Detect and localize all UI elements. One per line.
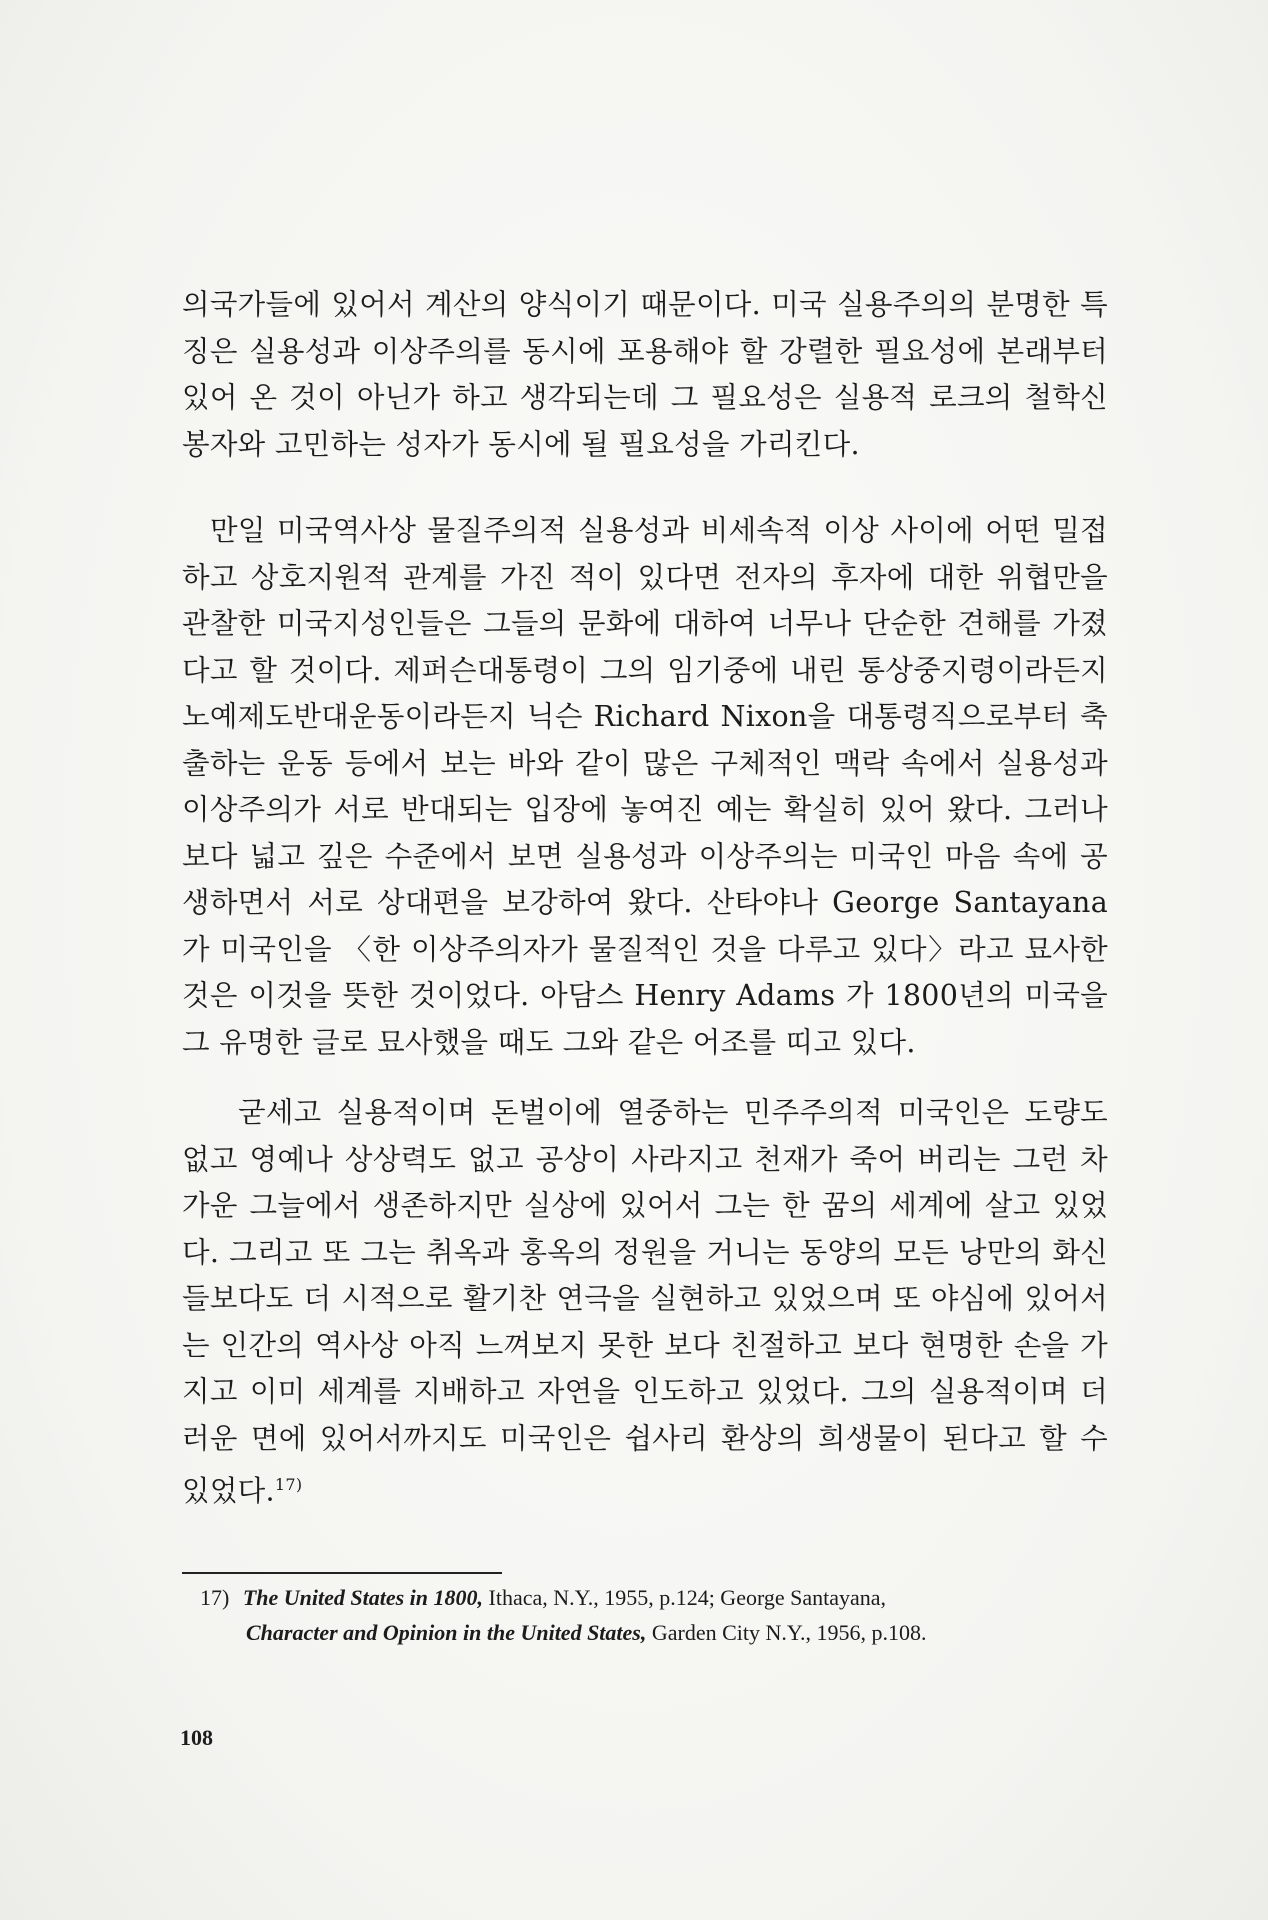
block-quote (182, 1090, 1108, 1515)
quote-text: 굳세고 실용적이며 돈벌이에 열중하는 민주주의적 미국인은 도량도 없고 영예나 상상력도 없고 공상이 사라지고 천재가 죽어 버리는 그런 차가운 그늘에서 생존하지만 실상에 있어서 그는 한 꿈의 세계에 살고 있었다. 그리고 또 그는 취옥과 홍옥의 정원을 거니는 동양의 모든 낭만의 화신들보다도 더 시적으로 활기찬 연극을 실현하고 있었으며 또 야심에 있어서는 인간의 역사상 아직 느껴보지 못한 보다 친절하고 보다 현명한 손을 가지고 이미 세계를 지배하고 자연을 인도하고 있었다. 그의 실용적이며 더러운 면에 있어서까지도 미국인은 쉽사리 환상의 희생물이 된다고 할 수 있었다. (182, 1096, 1108, 1508)
footnote (182, 1580, 1112, 1650)
footnote-publication-1: Ithaca, N.Y., 1955, p.124; George Santayana, (488, 1585, 887, 1610)
footnote-publication-2: Garden City N.Y., 1956, p.108. (651, 1620, 927, 1645)
footnote-reference: 17) (274, 1475, 303, 1494)
paragraph-continuation: 의국가들에 있어서 계산의 양식이기 때문이다. 미국 실용주의의 분명한 특징은 실용성과 이상주의를 동시에 포용해야 할 강렬한 필요성에 본래부터 있어 온 것이 아닌가 하고 생각되는데 그 필요성은 실용적 로크의 철학신봉자와 고민하는 성자가 동시에 될 필요성을 가리킨다. (182, 288, 1108, 461)
quote-paragraph (182, 1090, 1108, 1515)
footnote-title-2: Character and Opinion in the United States, (246, 1620, 647, 1645)
body-text-continued (182, 282, 1108, 468)
paragraph-pragmatism-idealism: 만일 미국역사상 물질주의적 실용성과 비세속적 이상 사이에 어떤 밀접하고 상호지원적 관계를 가진 적이 있다면 전자의 후자에 대한 위협만을 관찰한 미국지성인들은 그들의 문화에 대하여 너무나 단순한 견해를 가졌다고 할 것이다. 제퍼슨대통령이 그의 임기중에 내린 통상중지령이라든지 노예제도반대운동이라든지 닉슨 Richard Nixon을 대통령직으로부터 축출하는 운동 등에서 보는 바와 같이 많은 구체적인 맥락 속에서 실용성과 이상주의가 서로 반대되는 입장에 놓여진 예는 확실히 있어 왔다. 그러나 보다 넓고 깊은 수준에서 보면 실용성과 이상주의는 미국인 마음 속에 공생하면서 서로 상대편을 보강하여 왔다. 산타야나 George Santayana 가 미국인을 〈한 이상주의자가 물질적인 것을 다루고 있다〉라고 묘사한 것은 이것을 뜻한 것이었다. 아담스 Henry Adams 가 1800년의 미국을 그 유명한 글로 묘사했을 때도 그와 같은 어조를 띠고 있다. (182, 514, 1108, 1059)
footnote-number: 17) (200, 1585, 230, 1610)
footnote-title-1: The United States in 1800, (242, 1585, 484, 1610)
footnote-divider (182, 1572, 502, 1574)
body-text-main (182, 508, 1108, 1066)
page-number: 108 (180, 1725, 213, 1750)
footnote-continuation (182, 1615, 1112, 1650)
